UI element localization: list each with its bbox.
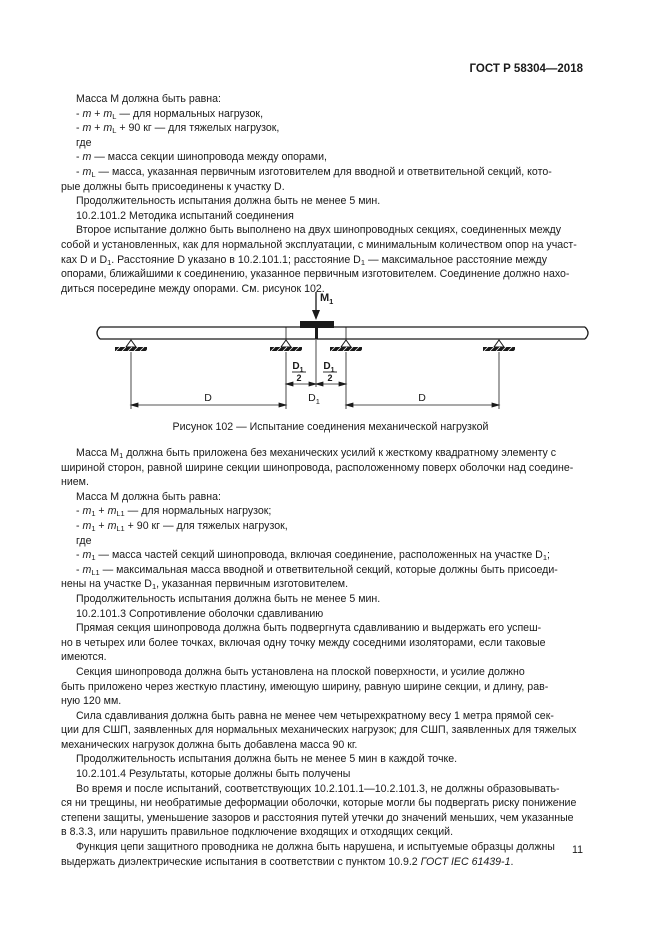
lower-text-line: но в четырех или более точках, включая одну точку между соседними изоляторами, если таковые bbox=[61, 636, 546, 649]
joint-line bbox=[315, 328, 318, 339]
upper-text-line: Масса M должна быть равна: bbox=[76, 93, 221, 105]
dim-label-d-left: D bbox=[204, 392, 212, 404]
upper-text-line: ках D и $D_1$. Расстояние D указано в 10.2.101.1; расстояние $D_1$ — максимальное расстояние между bbox=[61, 253, 548, 267]
lower-text-line: нием. bbox=[61, 476, 89, 489]
doc-code-header: ГОСТ Р 58304—2018 bbox=[469, 63, 583, 75]
lower-text-line: 10.2.101.4 Результаты, которые должны быть получены bbox=[76, 768, 351, 781]
svg-text:D1: $D_1$ bbox=[323, 361, 335, 374]
force-arrow bbox=[312, 292, 320, 320]
lower-text-line: - $m_1 + m_{L1} + 90$ кг — для тяжелых нагрузок, bbox=[76, 519, 288, 533]
lower-text-line: ции для СШП, заявленных для нормальных механических нагрузок; для СШП, заявленных для тяжелых bbox=[61, 724, 577, 737]
lower-text-line: Продолжительность испытания должна быть не менее 5 мин в каждой точке. bbox=[76, 753, 458, 766]
upper-text-line: - $m + m_L$ — для нормальных нагрузок, bbox=[76, 107, 264, 121]
lower-text-line: механических нагрузок должна быть добавлена масса 90 кг. bbox=[61, 738, 358, 751]
support-2 bbox=[270, 340, 305, 351]
half-fraction-left bbox=[292, 361, 306, 383]
upper-text-line: опорами, ближайшими к соединению, указанное первичным изготовителем. Соединение должно нахо- bbox=[61, 268, 570, 281]
lower-text-line: в 8.3.3, или нарушить правильное подключение входящих и отходящих секций. bbox=[61, 826, 454, 839]
lower-text-line: - $m_1 + m_{L1}$ — для нормальных нагрузок; bbox=[76, 505, 272, 519]
dim-label-d1: $D_1$ bbox=[308, 392, 320, 406]
support-1 bbox=[115, 340, 150, 351]
text-block-upper bbox=[61, 92, 582, 296]
lower-text-line: ся ни трещины, ни необратимые деформации оболочки, которые могли бы подвергать риску понижение bbox=[61, 797, 577, 810]
force-label: $M_1$ bbox=[320, 292, 334, 306]
lower-text-line: Во время и после испытаний, соответствующих 10.2.101.1—10.2.101.3, не должны образовывать- bbox=[76, 782, 560, 795]
svg-text:2: 2 bbox=[327, 373, 333, 383]
support-4 bbox=[483, 340, 518, 351]
upper-text-line: 10.2.101.2 Методика испытаний соединения bbox=[76, 209, 294, 222]
figure-caption: Рисунок 102 — Испытание соединения механической нагрузкой bbox=[172, 421, 489, 433]
upper-text-line: собой и установленных, как для нормальной эксплуатации, с минимальным количеством опор на участ- bbox=[61, 238, 577, 251]
supports bbox=[115, 340, 518, 351]
upper-text-line: где bbox=[76, 136, 92, 149]
lower-text-line: имеются. bbox=[61, 651, 107, 664]
lower-text-line: шириной сторон, равной ширине секции шинопровода, расположенному поверх оболочки над соедине- bbox=[61, 461, 574, 474]
upper-text-line: Продолжительность испытания должна быть не менее 5 мин. bbox=[76, 195, 381, 208]
text-block-lower bbox=[61, 446, 582, 869]
lower-text-line: Продолжительность испытания должна быть не менее 5 мин. bbox=[76, 592, 381, 605]
lower-text-line: Масса M должна быть равна: bbox=[76, 490, 221, 503]
lower-text-line: где bbox=[76, 534, 92, 547]
support-3 bbox=[330, 340, 365, 351]
lower-text-line: выдержать диэлектрические испытания в соответствии с пунктом 10.9.2 ГОСТ IEC 61439-1. bbox=[61, 855, 514, 868]
figure-102 bbox=[0, 284, 661, 424]
lower-text-line: Функция цепи защитного проводника не должна быть нарушена, и испытуемые образцы должны bbox=[76, 841, 555, 854]
page-number: 11 bbox=[572, 844, 583, 856]
upper-text-line: рые должны быть присоединены к участку D. bbox=[61, 180, 285, 193]
upper-text-line: диться посередине между опорами. См. рисунок 102. bbox=[61, 282, 325, 295]
lower-text-line: быть приложено через жесткую пластину, имеющую ширину, равную ширине секции, и длину, рав- bbox=[61, 680, 549, 693]
lower-text-line: Масса $M_1$ должна быть приложена без механических усилий к жесткому квадратному элементу с bbox=[76, 447, 557, 460]
lower-text-line: Секция шинопровода должна быть установлена на плоской поверхности, и усилие должно bbox=[76, 665, 525, 678]
upper-text-line: Второе испытание должно быть выполнено на двух шинопроводных секциях, соединенных между bbox=[76, 224, 562, 237]
lower-text-line: степени защиты, уменьшение зазоров и расстояния путей утечки до значений меньших, чем указанные bbox=[61, 811, 574, 824]
half-fraction-right bbox=[323, 361, 337, 383]
joint-plate bbox=[300, 321, 334, 328]
lower-text-line: нены на участке $D_1$, указанная первичным изготовителем. bbox=[61, 578, 349, 592]
busbar bbox=[97, 327, 588, 339]
lower-text-line: Прямая секция шинопровода должна быть подвергнута сдавливанию и выдержать его успеш- bbox=[76, 622, 542, 635]
lower-text-line: - $m_1$ — масса частей секций шинопровода, включая соединение, расположенных на участке $D_1$; bbox=[76, 549, 550, 563]
lower-text-line: Сила сдавливания должна быть равна не менее чем четырехкратному весу 1 метра прямой сек- bbox=[76, 709, 554, 722]
upper-text-line: - $m_L$ — масса, указанная первичным изготовителем для вводной и ответвительной секций, кото- bbox=[76, 165, 552, 179]
dim-label-d-right: D bbox=[418, 392, 426, 404]
svg-text:2: 2 bbox=[296, 373, 302, 383]
lower-text-line: 10.2.101.3 Сопротивление оболочки сдавливанию bbox=[76, 607, 324, 620]
upper-text-line: - $m + m_L + 90$ кг — для тяжелых нагрузок, bbox=[76, 122, 280, 136]
lower-text-line: ную 120 мм. bbox=[61, 695, 122, 708]
lower-text-line: - $m_{L1}$ — максимальная масса вводной и ответвительной секций, которые должны быть присоеди- bbox=[76, 563, 558, 577]
svg-text:D1: $D_1$ bbox=[292, 361, 304, 374]
upper-text-line: - m — масса секции шинопровода между опорами, bbox=[76, 151, 327, 164]
